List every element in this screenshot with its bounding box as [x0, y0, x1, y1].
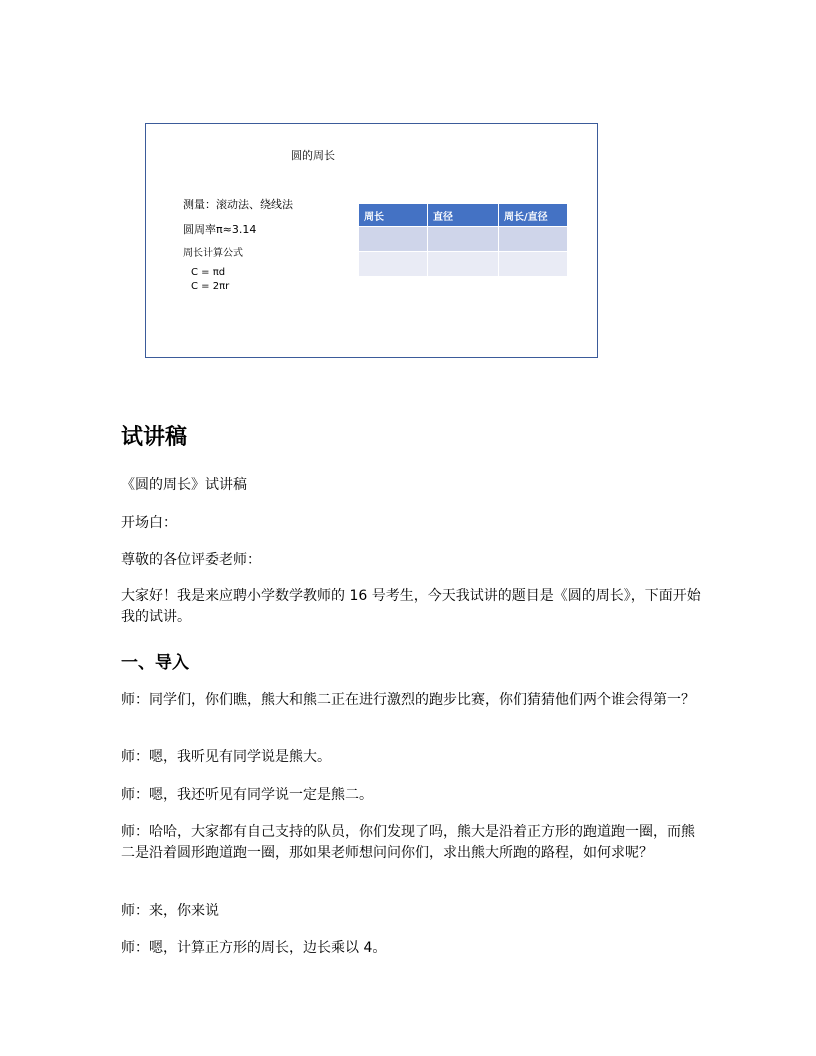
slide-table-cell: [428, 252, 499, 277]
paragraph-greeting: 尊敬的各位评委老师：: [121, 552, 261, 568]
slide-table-header: 周长: [359, 204, 428, 227]
section-heading-intro: 一、导入: [121, 653, 189, 673]
document-title: 试讲稿: [121, 425, 188, 450]
slide-table-header: 直径: [428, 204, 499, 227]
slide-table-row: [359, 252, 568, 277]
slide-pi-line: 圆周率π≈3.14: [183, 223, 257, 236]
paragraph-teacher-2: 师：嗯，我听见有同学说是熊大。: [121, 749, 331, 765]
slide-table-cell: [499, 252, 568, 277]
slide-table-cell: [499, 227, 568, 252]
paragraph-opening: 开场白：: [121, 515, 177, 531]
slide-table: [359, 204, 568, 276]
slide-image: [145, 123, 598, 358]
slide-table-row: [359, 227, 568, 252]
slide-formula-2: C = 2πr: [191, 281, 230, 292]
slide-table-cell: [359, 227, 428, 252]
slide-formula-heading: 周长计算公式: [183, 248, 243, 259]
paragraph-subtitle: 《圆的周长》试讲稿: [121, 477, 247, 493]
paragraph-teacher-6: 师：嗯，计算正方形的周长，边长乘以 4。: [121, 940, 387, 956]
paragraph-teacher-4: 师：哈哈，大家都有自己支持的队员，你们发现了吗，熊大是沿着正方形的跑道跑一圈，而熊二是沿着圆形跑道跑一圈，那如果老师想问问你们，求出熊大所跑的路程，如何求呢？: [121, 824, 695, 861]
paragraph-teacher-5: 师：来，你来说: [121, 903, 219, 919]
slide-formula-1: C = πd: [191, 267, 226, 278]
paragraph-intro: 大家好！我是来应聘小学数学教师的 16 号考生，今天我试讲的题目是《圆的周长》，下面开始我的试讲。: [121, 588, 701, 625]
slide-title: 圆的周长: [291, 149, 335, 162]
slide-table-header: 周长/直径: [499, 204, 568, 227]
slide-table-header-row: [359, 204, 568, 227]
paragraph-teacher-1: 师：同学们，你们瞧，熊大和熊二正在进行激烈的跑步比赛，你们猜猜他们两个谁会得第一？: [121, 692, 695, 708]
slide-table-cell: [428, 227, 499, 252]
paragraph-teacher-3: 师：嗯，我还听见有同学说一定是熊二。: [121, 787, 373, 803]
slide-table-cell: [359, 252, 428, 277]
slide-measure-line: 测量：滚动法、绕线法: [183, 198, 293, 211]
